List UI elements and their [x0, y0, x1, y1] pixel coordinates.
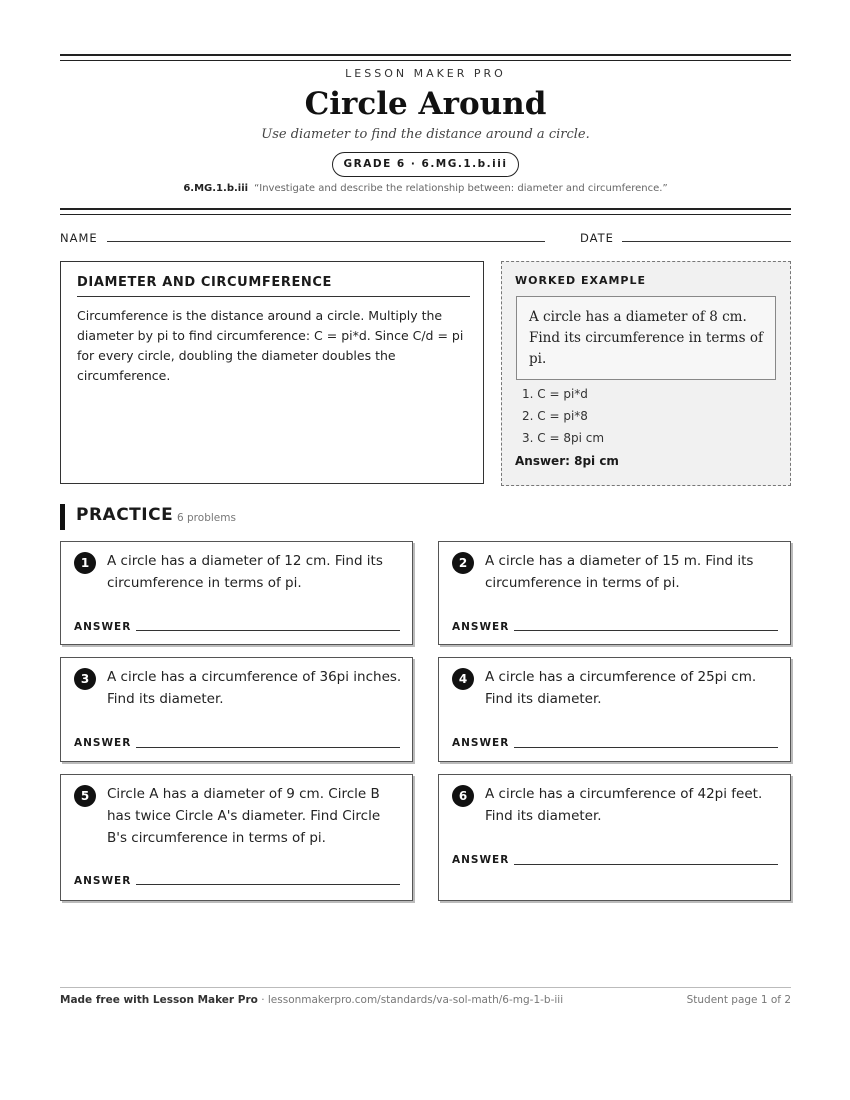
answer-line[interactable]	[514, 747, 778, 748]
problem-card-2	[438, 541, 791, 645]
problem-card-5	[60, 774, 413, 901]
grade-standard-badge: GRADE 6 · 6.MG.1.b.iii	[332, 152, 519, 177]
concept-heading: DIAMETER AND CIRCUMFERENCE	[77, 275, 470, 297]
problem-card-3	[60, 657, 413, 762]
worked-step: 1. C = pi*d	[522, 387, 588, 401]
problem-card-1	[60, 541, 413, 645]
header-top-rule	[60, 54, 791, 61]
footer-credit	[60, 994, 563, 1006]
page-title: Circle Around	[304, 86, 547, 122]
problem-text: A circle has a diameter of 15 m. Find its circumference in terms of pi.	[485, 553, 754, 591]
page-subtitle: Use diameter to find the distance around a circle.	[261, 127, 590, 142]
standard-description	[60, 183, 791, 194]
problem-text: A circle has a diameter of 12 cm. Find its circumference in terms of pi.	[107, 553, 383, 591]
answer-line[interactable]	[514, 864, 778, 865]
problem-number-badge: 5	[74, 785, 96, 807]
standard-code: 6.MG.1.b.iii	[183, 183, 249, 194]
problem-text: Circle A has a diameter of 9 cm. Circle B has twice Circle A's diameter. Find Circle B's circumference in terms of pi.	[107, 786, 381, 846]
problem-text: A circle has a circumference of 42pi feet. Find its diameter.	[485, 786, 763, 824]
concept-box	[60, 261, 484, 484]
problem-number-badge: 4	[452, 668, 474, 690]
practice-accent-bar	[60, 504, 65, 530]
date-field[interactable]	[622, 241, 791, 242]
problem-number-badge: 3	[74, 668, 96, 690]
answer-label: ANSWER	[452, 737, 510, 749]
worked-example-box	[501, 261, 791, 486]
worked-example-steps	[522, 383, 604, 449]
name-field[interactable]	[107, 241, 545, 242]
standard-text: “Investigate and describe the relationship between: diameter and circumference.”	[254, 183, 668, 194]
worked-step: 2. C = pi*8	[522, 409, 588, 423]
practice-count: 6 problems	[177, 512, 236, 524]
worked-example-problem: A circle has a diameter of 8 cm. Find its circumference in terms of pi.	[516, 296, 776, 380]
footer-page-number: Student page 1 of 2	[686, 994, 791, 1006]
answer-label: ANSWER	[452, 854, 510, 866]
worked-example-label: WORKED EXAMPLE	[515, 274, 646, 287]
problem-number-badge: 2	[452, 552, 474, 574]
answer-line[interactable]	[514, 630, 778, 631]
worked-example-answer: Answer: 8pi cm	[515, 454, 619, 468]
answer-label: ANSWER	[74, 875, 132, 887]
problem-card-6	[438, 774, 791, 901]
worked-step: 3. C = 8pi cm	[522, 431, 605, 445]
problem-text: A circle has a circumference of 36pi inches. Find its diameter.	[107, 669, 402, 707]
problem-number-badge: 1	[74, 552, 96, 574]
brand-name: LESSON MAKER PRO	[345, 67, 506, 80]
concept-body: Circumference is the distance around a circle. Multiply the diameter by pi to find circumference: C = pi*d. Since C/d = pi for every circle, doubling the diameter doubles the circumference.	[77, 308, 464, 383]
answer-line[interactable]	[136, 630, 400, 631]
footer-made-with: Made free with Lesson Maker Pro	[60, 994, 258, 1006]
header-bottom-rule	[60, 208, 791, 215]
answer-line[interactable]	[136, 747, 400, 748]
date-label: DATE	[580, 231, 614, 245]
answer-label: ANSWER	[74, 621, 132, 633]
problem-number-badge: 6	[452, 785, 474, 807]
answer-label: ANSWER	[74, 737, 132, 749]
practice-heading: PRACTICE	[76, 505, 174, 525]
problem-text: A circle has a circumference of 25pi cm. Find its diameter.	[485, 669, 757, 707]
name-label: NAME	[60, 231, 98, 245]
worksheet-page	[60, 0, 791, 1100]
footer-rule	[60, 987, 791, 988]
footer-url[interactable]: · lessonmakerpro.com/standards/va-sol-math/6-mg-1-b-iii	[257, 994, 564, 1006]
problem-card-4	[438, 657, 791, 762]
answer-label: ANSWER	[452, 621, 510, 633]
answer-line[interactable]	[136, 884, 400, 885]
